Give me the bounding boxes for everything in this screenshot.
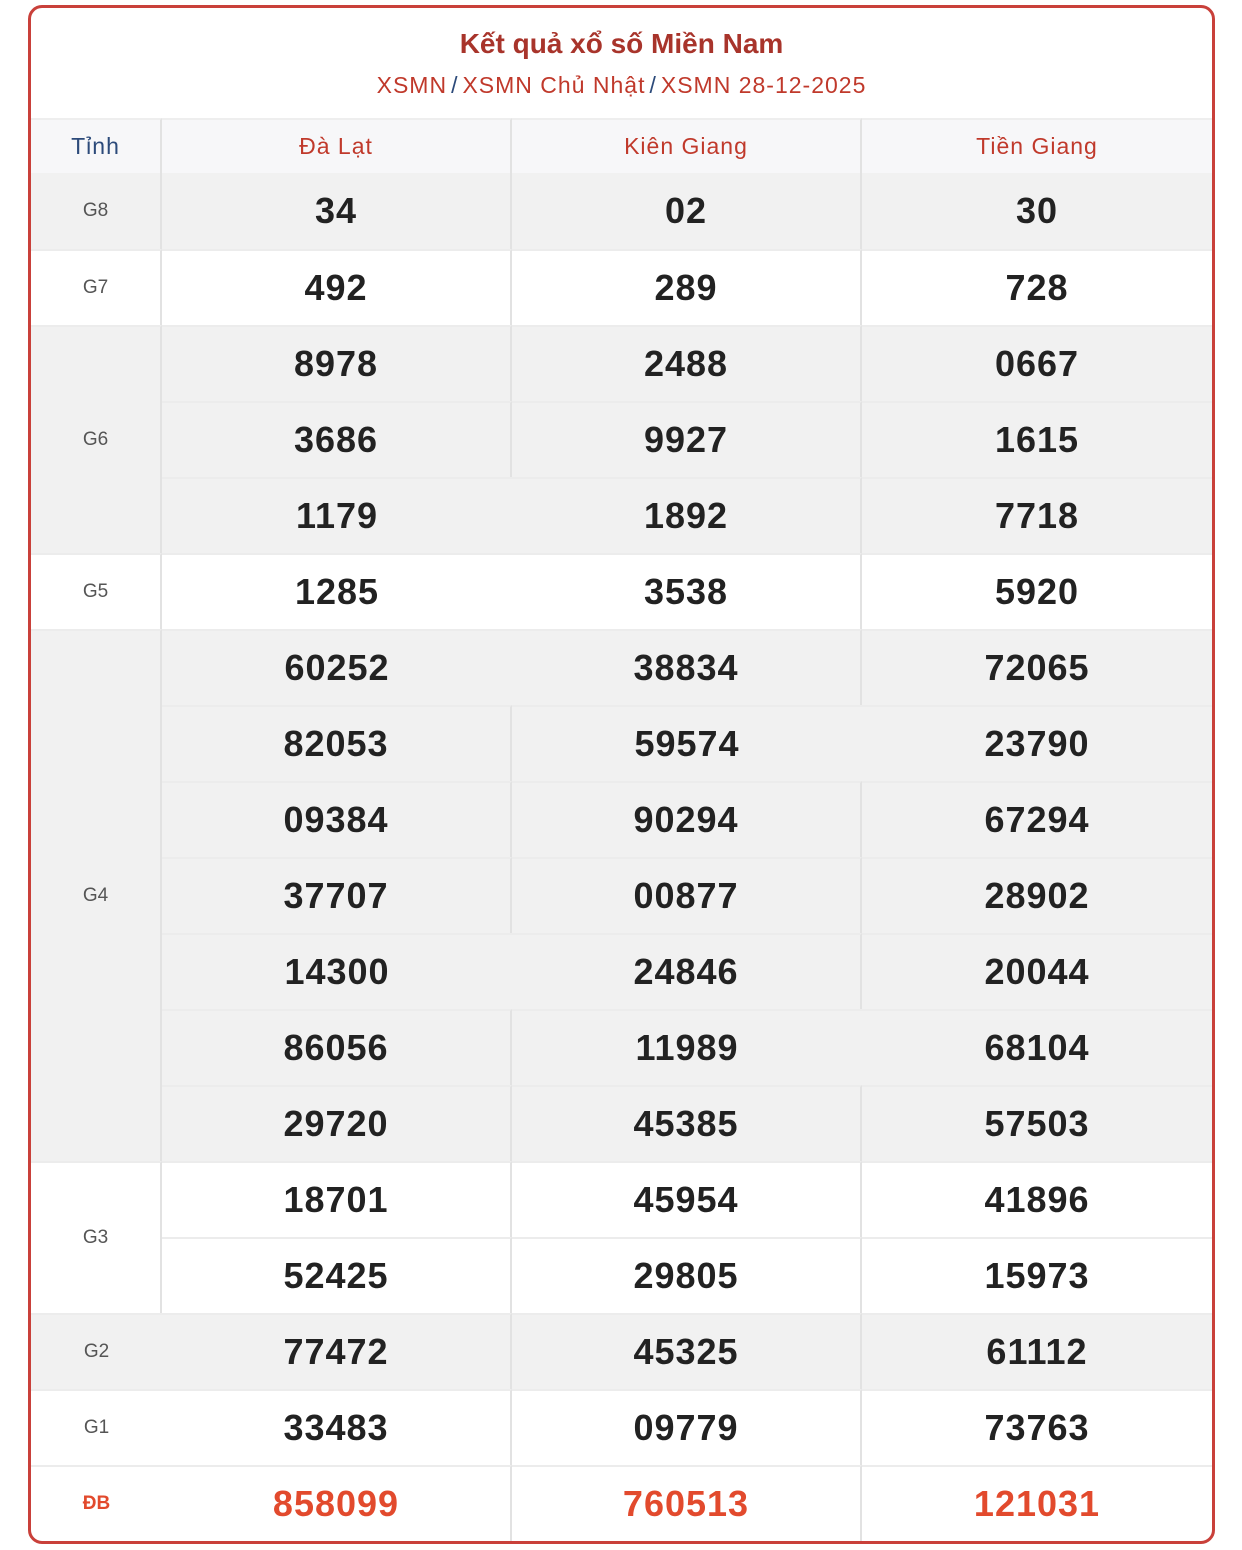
prize-cell — [512, 1237, 862, 1313]
prize-number: 728 — [1005, 267, 1069, 308]
prize-number: 41896 — [984, 1179, 1090, 1220]
prize-cell — [162, 1389, 512, 1465]
prize-cell — [162, 1161, 512, 1237]
results-table — [31, 118, 1212, 1541]
breadcrumb-xsmn-sunday[interactable]: XSMN Chủ Nhật — [462, 72, 646, 98]
prize-cell — [862, 857, 1212, 933]
prize-number: 00877 — [633, 875, 739, 916]
prize-number: 1285 — [294, 571, 380, 612]
prize-cell — [512, 249, 862, 325]
prize-cell — [162, 249, 512, 325]
prize-number: 29805 — [633, 1255, 739, 1296]
prize-cell — [862, 1085, 1212, 1161]
prize-number: 52425 — [283, 1255, 389, 1296]
prize-label: G2 — [31, 1313, 162, 1389]
prize-cell — [512, 173, 862, 249]
prize-number: 09384 — [283, 799, 389, 840]
results-card — [28, 5, 1215, 1544]
prize-number: 57503 — [984, 1103, 1090, 1144]
prize-cell — [162, 933, 512, 1009]
prize-cell — [512, 781, 862, 857]
prize-number: 60252 — [284, 647, 390, 688]
prize-cell — [862, 705, 1212, 781]
prize-number: 61112 — [986, 1331, 1088, 1372]
prize-number: 28902 — [984, 875, 1090, 916]
prize-cell — [512, 1161, 862, 1237]
prize-number: 3686 — [293, 419, 379, 460]
prize-number: 73763 — [984, 1407, 1090, 1448]
special-prize-number: 760513 — [622, 1483, 750, 1524]
prize-number: 7718 — [994, 495, 1080, 536]
prize-cell — [862, 249, 1212, 325]
prize-cell — [512, 553, 862, 629]
prize-number: 37707 — [283, 875, 389, 916]
prize-number: 11989 — [635, 1027, 739, 1068]
prize-number: 90294 — [633, 799, 739, 840]
prize-number: 15973 — [984, 1255, 1090, 1296]
prize-cell — [862, 933, 1212, 1009]
prize-cell — [512, 1009, 862, 1085]
column-header-province[interactable]: Tiền Giang — [862, 118, 1212, 173]
prize-cell — [512, 705, 862, 781]
prize-number: 23790 — [984, 723, 1090, 764]
prize-cell — [862, 1465, 1212, 1541]
prize-number: 1892 — [643, 495, 729, 536]
prize-number: 14300 — [284, 951, 390, 992]
prize-label: G3 — [31, 1161, 162, 1313]
prize-cell — [862, 173, 1212, 249]
prize-cell — [512, 1389, 862, 1465]
prize-cell — [162, 705, 512, 781]
breadcrumb-xsmn[interactable]: XSMN — [376, 72, 448, 98]
prize-number: 45954 — [633, 1179, 739, 1220]
prize-number: 45385 — [633, 1103, 739, 1144]
prize-number: 59574 — [634, 723, 740, 764]
prize-cell — [512, 933, 862, 1009]
prize-cell — [862, 401, 1212, 477]
prize-cell — [162, 1465, 512, 1541]
prize-number: 72065 — [984, 647, 1090, 688]
prize-cell — [162, 857, 512, 933]
prize-number: 3538 — [643, 571, 729, 612]
prize-cell — [862, 781, 1212, 857]
prize-number: 1615 — [994, 419, 1080, 460]
prize-number: 68104 — [984, 1027, 1090, 1068]
prize-cell — [162, 325, 512, 401]
prize-number: 02 — [664, 190, 708, 231]
breadcrumb — [31, 72, 1212, 99]
prize-cell — [162, 1237, 512, 1313]
breadcrumb-xsmn-date[interactable]: XSMN 28-12-2025 — [660, 72, 867, 98]
prize-cell — [512, 857, 862, 933]
prize-number: 2488 — [643, 343, 729, 384]
column-header-tinh: Tỉnh — [31, 118, 162, 173]
prize-number: 67294 — [984, 799, 1090, 840]
prize-cell — [512, 1465, 862, 1541]
prize-cell — [862, 553, 1212, 629]
prize-label: G7 — [31, 249, 162, 325]
prize-label: G1 — [31, 1389, 162, 1465]
prize-cell — [862, 629, 1212, 705]
column-header-province[interactable]: Kiên Giang — [512, 118, 862, 173]
prize-number: 20044 — [984, 951, 1090, 992]
prize-label: G6 — [31, 325, 162, 553]
prize-cell — [162, 173, 512, 249]
prize-number: 289 — [654, 267, 718, 308]
prize-number: 77472 — [283, 1331, 389, 1372]
prize-label: G4 — [31, 629, 162, 1161]
prize-cell — [512, 629, 862, 705]
prize-number: 9927 — [643, 419, 729, 460]
prize-cell — [162, 1313, 512, 1389]
prize-number: 30 — [1015, 190, 1059, 231]
prize-number: 38834 — [633, 647, 739, 688]
prize-cell — [512, 325, 862, 401]
prize-number: 5920 — [994, 571, 1080, 612]
card-header — [31, 8, 1212, 118]
prize-number: 1179 — [295, 495, 379, 536]
special-prize-number: 858099 — [272, 1483, 400, 1524]
prize-number: 492 — [304, 267, 368, 308]
prize-cell — [862, 1237, 1212, 1313]
prize-number: 09779 — [633, 1407, 739, 1448]
prize-cell — [162, 781, 512, 857]
breadcrumb-separator: / — [451, 72, 459, 98]
special-prize-number: 121031 — [973, 1483, 1101, 1524]
prize-number: 34 — [314, 190, 358, 231]
prize-cell — [512, 477, 862, 553]
prize-cell — [512, 1313, 862, 1389]
prize-cell — [512, 401, 862, 477]
prize-cell — [862, 1161, 1212, 1237]
prize-number: 24846 — [633, 951, 739, 992]
page-title: Kết quả xổ số Miền Nam — [459, 28, 784, 59]
prize-number: 86056 — [283, 1027, 389, 1068]
prize-cell — [862, 1009, 1212, 1085]
prize-number: 0667 — [994, 343, 1080, 384]
breadcrumb-separator: / — [649, 72, 657, 98]
prize-cell — [862, 1313, 1212, 1389]
prize-cell — [862, 1389, 1212, 1465]
prize-cell — [162, 553, 512, 629]
prize-number: 33483 — [283, 1407, 389, 1448]
prize-number: 18701 — [283, 1179, 389, 1220]
prize-number: 29720 — [283, 1103, 389, 1144]
prize-label: G8 — [31, 173, 162, 249]
column-header-province[interactable]: Đà Lạt — [162, 118, 512, 173]
prize-cell — [862, 477, 1212, 553]
prize-cell — [162, 629, 512, 705]
prize-cell — [162, 401, 512, 477]
prize-number: 8978 — [293, 343, 379, 384]
prize-cell — [862, 325, 1212, 401]
prize-label: G5 — [31, 553, 162, 629]
prize-cell — [162, 1085, 512, 1161]
prize-label: ĐB — [31, 1465, 162, 1541]
prize-cell — [162, 477, 512, 553]
prize-cell — [512, 1085, 862, 1161]
prize-number: 45325 — [633, 1331, 739, 1372]
prize-cell — [162, 1009, 512, 1085]
prize-number: 82053 — [283, 723, 389, 764]
